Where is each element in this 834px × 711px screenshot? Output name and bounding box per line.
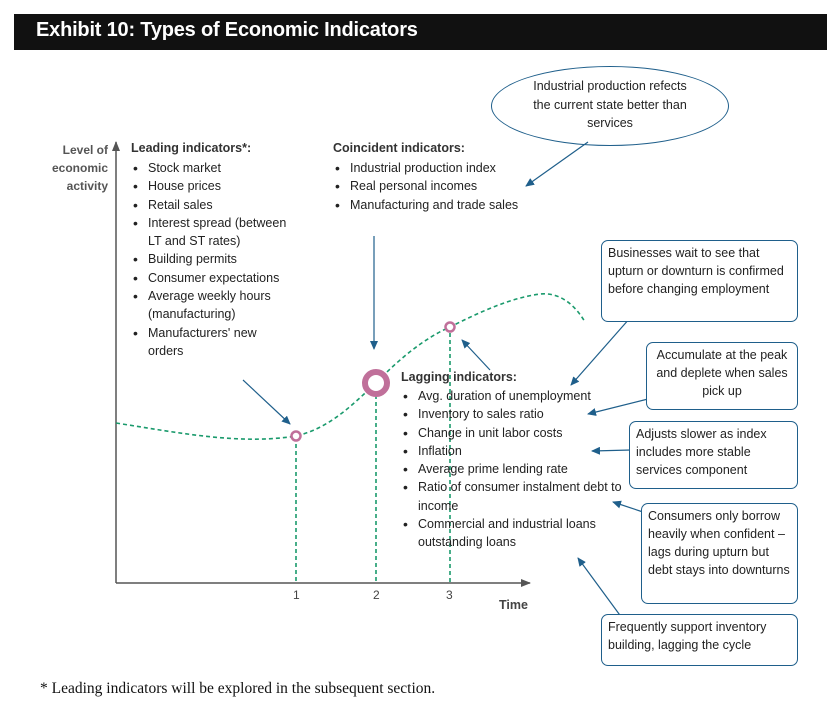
list-item: • Stock market bbox=[131, 159, 321, 177]
tick-1: 1 bbox=[293, 588, 300, 602]
arrow-leading bbox=[243, 380, 290, 424]
list-item: • Average weekly hours (manufacturing) bbox=[131, 287, 308, 324]
list-item: • Inventory to sales ratio bbox=[401, 405, 626, 423]
lagging-title: Lagging indicators: bbox=[401, 370, 517, 384]
frequently-callout: Frequently support inventory building, lagging the cycle bbox=[601, 614, 798, 666]
list-item: • Avg. duration of unemployment bbox=[401, 387, 626, 405]
footnote: * Leading indicators will be explored in the subsequent section. bbox=[40, 680, 436, 697]
marker-lagging bbox=[446, 323, 455, 332]
list-item: • Average prime lending rate bbox=[401, 460, 626, 478]
businesses-callout: Businesses wait to see that upturn or downturn is confirmed before changing employment bbox=[601, 240, 798, 322]
marker-leading bbox=[292, 432, 301, 441]
coincident-title: Coincident indicators: bbox=[333, 141, 465, 155]
tick-2: 2 bbox=[373, 588, 380, 602]
list-item: • Interest spread (between LT and ST rates) bbox=[131, 214, 288, 251]
list-item: • Change in unit labor costs bbox=[401, 424, 626, 442]
list-item: • Manufacturing and trade sales bbox=[333, 196, 573, 214]
x-axis-label: Time bbox=[499, 598, 528, 612]
leading-title: Leading indicators*: bbox=[131, 141, 252, 155]
list-item: • Manufacturers' new orders bbox=[131, 324, 288, 361]
list-item: • Real personal incomes bbox=[333, 177, 573, 195]
arrow-businesses bbox=[571, 318, 630, 385]
list-item: • Building permits bbox=[131, 250, 321, 268]
tick-3: 3 bbox=[446, 588, 453, 602]
list-item: • Inflation bbox=[401, 442, 626, 460]
marker-coincident bbox=[365, 372, 387, 394]
consumers-callout: Consumers only borrow heavily when confident – lags during upturn but debt stays into downturns bbox=[641, 503, 798, 604]
leading-list bbox=[131, 159, 321, 360]
y-axis-label: Level of economic activity bbox=[51, 143, 108, 193]
page-title: Exhibit 10: Types of Economic Indicators bbox=[36, 19, 418, 41]
list-item: • Ratio of consumer instalment debt to income bbox=[401, 478, 623, 515]
list-item: • Industrial production index bbox=[333, 159, 573, 177]
arrow-frequently bbox=[578, 558, 622, 618]
arrow-lagging bbox=[462, 340, 490, 370]
list-item: • Commercial and industrial loans outstanding loans bbox=[401, 515, 598, 552]
coincident-list bbox=[333, 159, 573, 214]
industrial-production-callout: Industrial production refects the current state better than services bbox=[491, 66, 729, 146]
list-item: • House prices bbox=[131, 177, 321, 195]
adjusts-callout: Adjusts slower as index includes more stable services component bbox=[629, 421, 798, 489]
list-item: • Retail sales bbox=[131, 196, 321, 214]
lagging-list bbox=[401, 387, 626, 552]
list-item: • Consumer expectations bbox=[131, 269, 321, 287]
accumulate-callout: Accumulate at the peak and deplete when sales pick up bbox=[646, 342, 798, 410]
